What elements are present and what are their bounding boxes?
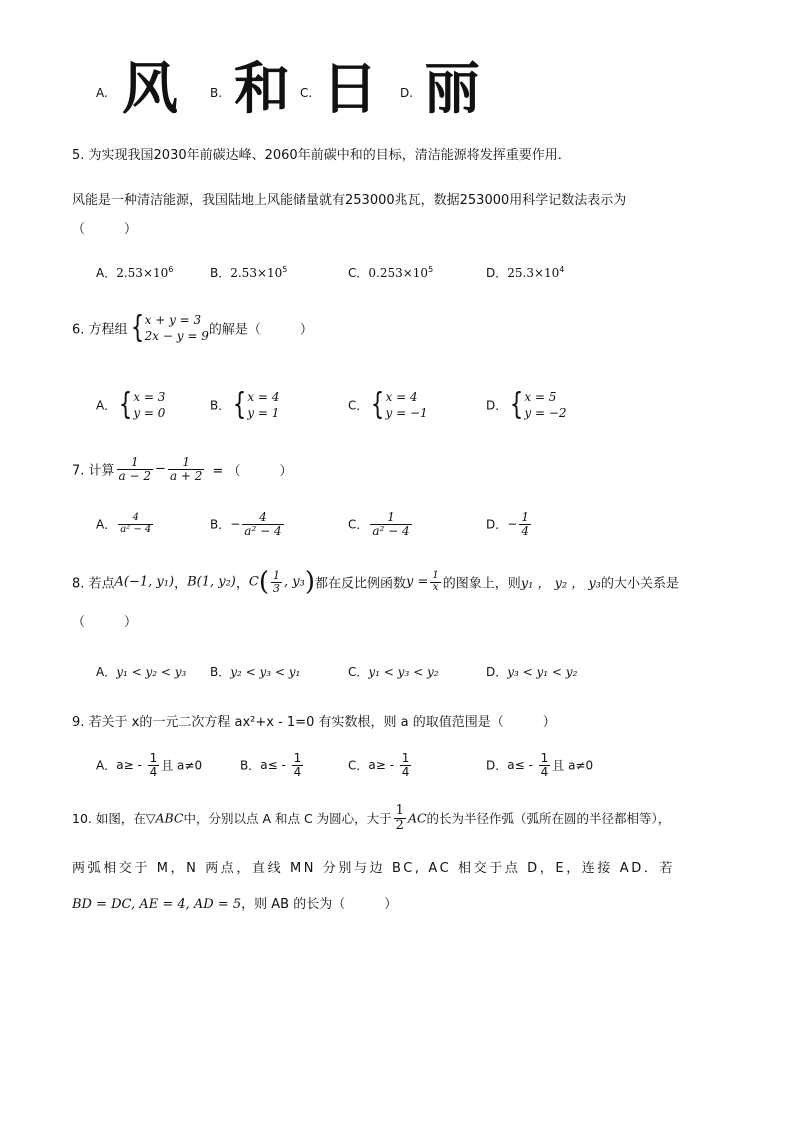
q5-option-d: D．$25.3\times 10^4$ [486,265,565,280]
q4-option-b-label: B. [210,86,223,100]
q9-option-a: A．a≥ - $\frac{1}{4}$ 且 a≠0 [96,751,203,779]
q4-option-c-label: C. [300,86,313,100]
q8-option-a: A．y₁ < y₂ < y₃ [96,665,187,679]
q9-stem: 9. 若关于 x的一元二次方程 ax²+x - 1=0 有实数根，则 a 的取值范围是（ ） [72,715,556,730]
q7-stem: 7. 计算 $\frac{1}{a - 2}$ − $\frac{1}{a + 2}$ = （ ） [72,455,293,483]
q10-line1: 10. 如图，在▽ABC中，分别以点 A 和点 C 为圆心，大于 $\frac{1}{2}$ AC的长为半径作弧（弧所在圆的半径都相等）， [72,803,671,833]
q10-line3: BD = DC, AE = 4, AD = 5，则 AB 的长为（ ） [72,897,398,912]
q8-stem: 8. 若点A(−1, y₁)，B(1, y₂)，C( $\frac{1}{3}$ , y₃)都在反比例函数y = $\frac{1}{x}$ 的图象上，则y₁ ， y₂ ， y₃的大小关系是 [72,567,679,597]
q6-option-c: C．{ x = 4 y = −1 [348,387,428,423]
q7-option-c: C． $\frac{1}{\text{a² − 4}}$ [348,510,410,538]
q8-option-d: D．y₃ < y₁ < y₂ [486,665,578,679]
q5-option-c: C．$0.253\times 10^5$ [348,265,434,280]
q5-option-a: A．$2.53\times 10^6$ [96,265,174,280]
q5-line1: 5. 为实现我国2030年前碳达峰、2060年前碳中和的目标，清洁能源将发挥重要作用． [72,148,571,163]
q6-system: { x + y = 3 2x − y = 9 [130,310,209,346]
q6-stem: 6. 方程组{ x + y = 3 2x − y = 9 的解是（ ） [72,310,313,346]
q10-line2: 两弧相交于 M，N 两点，直线 MN 分别与边 BC, AC 相交于点 D，E，连接 AD．若 [72,861,676,876]
q8-option-c: C．y₁ < y₃ < y₂ [348,665,439,679]
q6-option-a: A．{ x = 3 y = 0 [96,387,166,423]
q8-option-b: B．y₂ < y₃ < y₁ [210,665,301,679]
q9-option-c: C．a≥ - $\frac{1}{4}$ [348,751,410,779]
q9-option-b: B．a≤ - $\frac{1}{4}$ [240,751,302,779]
q5-line2: 风能是一种清洁能源，我国陆地上风能储量就有253000兆瓦，数据253000用科学记数法表示为 [72,193,627,208]
q5-option-b: B．$2.53\times 10^5$ [210,265,288,280]
q4-option-c-char: 日 [322,57,378,122]
q7-option-a: A． $\frac{4}{\text{a² − 4}}$ [96,512,152,535]
q6-option-b: B．{ x = 4 y = 1 [210,387,280,423]
q4-option-a-char: 风 [122,57,178,122]
q7-option-b: B．− $\frac{4}{\text{a² − 4}}$ [210,510,282,538]
q5-blank: （ ） [72,222,138,237]
q6-option-d: D．{ x = 5 y = −2 [486,387,567,423]
q9-option-d: D．a≤ - $\frac{1}{4}$ 且 a≠0 [486,751,594,779]
q4-option-d-label: D. [400,86,414,100]
q7-option-d: D．− $\frac{1}{4}$ [486,510,529,538]
q4-option-a-label: A. [96,86,108,100]
q4-option-b-char: 和 [234,57,290,122]
q4-option-d-char: 丽 [424,57,480,122]
q8-blank: （ ） [72,615,138,630]
